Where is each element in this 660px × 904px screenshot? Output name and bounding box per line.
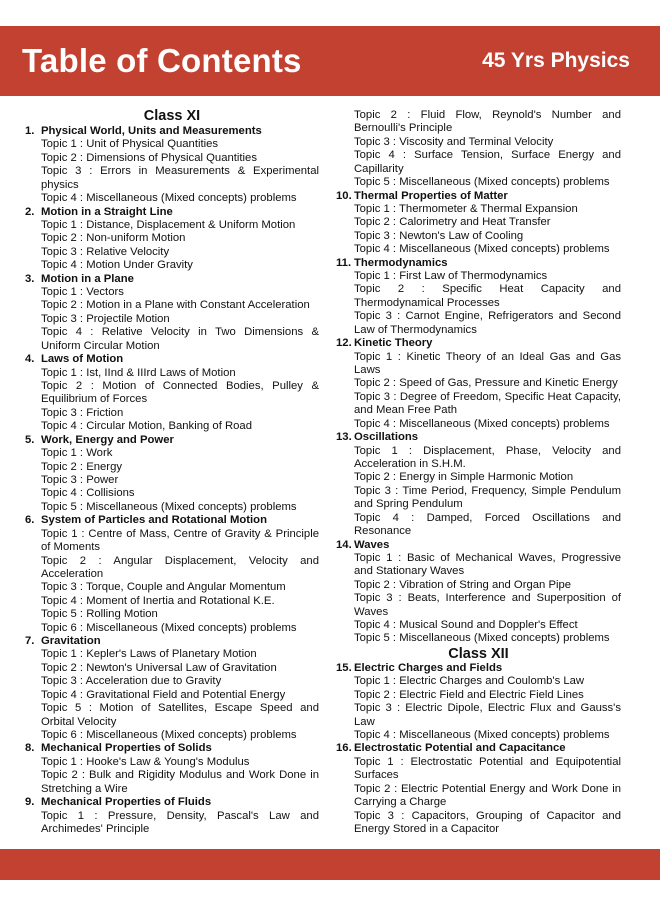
topic-item[interactable]: Topic 2 : Motion in a Plane with Constant Acceleration: [41, 299, 310, 312]
chapter-number: 14.: [336, 538, 352, 551]
book-subtitle: 45 Yrs Physics: [482, 49, 630, 72]
chapter-title-text: Electric Charges and Fields: [354, 661, 503, 674]
chapter-title-text: Work, Energy and Power: [41, 433, 174, 446]
chapter-entry: [25, 353, 319, 434]
topic-item[interactable]: Topic 4 : Miscellaneous (Mixed concepts) problems: [354, 728, 610, 741]
chapter-title-text: Thermodynamics: [354, 256, 448, 269]
topic-item[interactable]: Topic 3 : Newton's Law of Cooling: [354, 229, 524, 242]
chapter-entry: [25, 742, 319, 796]
chapter-title-text: Motion in a Plane: [41, 272, 134, 285]
chapter-title[interactable]: [25, 796, 319, 809]
chapter-title[interactable]: [25, 635, 319, 648]
topic-item[interactable]: Topic 1 : Work: [41, 447, 113, 460]
topic-item[interactable]: Topic 3 : Acceleration due to Gravity: [41, 675, 222, 688]
topic-item[interactable]: Topic 3 : Carnot Engine, Refrigerators and Second Law of Thermodynamics: [354, 310, 621, 336]
chapter-number: 4.: [25, 353, 35, 366]
topic-item[interactable]: Topic 3 : Friction: [41, 406, 124, 419]
chapter-list: [336, 190, 621, 646]
chapter-number: 1.: [25, 125, 35, 137]
topic-item[interactable]: Topic 2 : Energy in Simple Harmonic Motion: [354, 471, 574, 484]
chapter-title[interactable]: [25, 514, 319, 527]
topic-item[interactable]: Topic 5 : Miscellaneous (Mixed concepts) problems: [354, 176, 610, 189]
chapter-title[interactable]: [25, 434, 319, 447]
chapter-title-text: Thermal Properties of Matter: [354, 189, 508, 202]
topic-item[interactable]: Topic 1 : Displacement, Phase, Velocity and Acceleration in S.H.M.: [354, 444, 621, 470]
chapter-title-text: Electrostatic Potential and Capacitance: [354, 742, 566, 755]
continued-topic-list: [336, 109, 621, 190]
chapter-entry: [25, 434, 319, 515]
topic-item[interactable]: Topic 2 : Vibration of String and Organ Pipe: [354, 578, 572, 591]
topic-item[interactable]: Topic 3 : Torque, Couple and Angular Momentum: [41, 581, 286, 594]
chapter-number: 11.: [336, 256, 352, 269]
chapter-title[interactable]: [25, 353, 319, 366]
topic-item[interactable]: Topic 1 : Basic of Mechanical Waves, Progressive and Stationary Waves: [354, 551, 621, 578]
topic-item[interactable]: Topic 1 : Pressure, Density, Pascal's Law and Archimedes' Principle: [41, 809, 319, 835]
chapter-entry: [336, 337, 621, 431]
topic-item[interactable]: Topic 4 : Relative Velocity in Two Dimensions & Uniform Circular Motion: [41, 326, 319, 352]
class-heading-xi: Class XI: [143, 108, 201, 124]
topic-item[interactable]: Topic 3 : Electric Dipole, Electric Flux and Gauss's Law: [354, 702, 621, 728]
topic-item[interactable]: Topic 4 : Gravitational Field and Potential Energy: [41, 688, 286, 701]
topic-item[interactable]: Topic 4 : Surface Tension, Surface Energy and Capillarity: [354, 149, 621, 175]
chapter-title[interactable]: [25, 742, 319, 755]
topic-item[interactable]: Topic 2 : Dimensions of Physical Quantities: [41, 151, 257, 164]
topic-item[interactable]: Topic 2 : Non-uniform Motion: [41, 232, 186, 245]
topic-item[interactable]: Topic 3 : Relative Velocity: [41, 245, 170, 258]
topic-item[interactable]: Topic 4 : Damped, Forced Oscillations and Resonance: [354, 511, 621, 538]
chapter-title-text: Laws of Motion: [41, 353, 124, 366]
topic-item[interactable]: Topic 1 : Centre of Mass, Centre of Gravity & Principle of Moments: [41, 527, 319, 554]
topic-item[interactable]: Topic 2 : Electric Potential Energy and Work Done in Carrying a Charge: [354, 782, 621, 809]
topic-item[interactable]: Topic 1 : Thermometer & Thermal Expansion: [354, 202, 578, 215]
chapter-title-text: Waves: [354, 538, 390, 551]
topic-item[interactable]: Topic 3 : Beats, Interference and Superposition of Waves: [354, 592, 621, 618]
chapter-title[interactable]: [336, 190, 621, 203]
topic-item[interactable]: Topic 4 : Miscellaneous (Mixed concepts) problems: [41, 192, 297, 205]
topic-item[interactable]: Topic 1 : Hooke's Law & Young's Modulus: [41, 755, 250, 768]
chapter-title[interactable]: [25, 273, 319, 286]
chapter-title-text: Kinetic Theory: [354, 337, 433, 350]
chapter-title-text: Mechanical Properties of Solids: [41, 742, 212, 755]
topic-item[interactable]: Topic 4 : Miscellaneous (Mixed concepts) problems: [354, 243, 610, 256]
topic-item[interactable]: Topic 3 : Degree of Freedom, Specific Heat Capacity, and Mean Free Path: [354, 390, 621, 417]
chapter-entry: [25, 125, 319, 206]
topic-item[interactable]: Topic 1 : First Law of Thermodynamics: [354, 270, 548, 283]
topic-item[interactable]: Topic 1 : Kinetic Theory of an Ideal Gas and Gas Laws: [354, 350, 621, 377]
topic-item[interactable]: Topic 5 : Miscellaneous (Mixed concepts) problems: [354, 632, 610, 645]
chapter-title[interactable]: [336, 742, 621, 755]
chapter-entry: [336, 539, 621, 646]
chapter-number: 8.: [25, 742, 35, 755]
chapter-number: 6.: [25, 514, 35, 527]
right-column: [336, 109, 621, 836]
chapter-entry: [336, 742, 621, 836]
topic-item[interactable]: Topic 1 : Unit of Physical Quantities: [41, 138, 219, 151]
chapter-title-text: Mechanical Properties of Fluids: [41, 796, 212, 809]
topic-item[interactable]: Topic 2 : Electric Field and Electric Field Lines: [354, 688, 584, 701]
topic-item[interactable]: Topic 4 : Moment of Inertia and Rotational K.E.: [41, 594, 275, 607]
chapter-number: 5.: [25, 433, 35, 446]
topic-item[interactable]: Topic 4 : Motion Under Gravity: [41, 259, 193, 272]
topic-item[interactable]: Topic 1 : Electric Charges and Coulomb's Law: [354, 675, 585, 688]
topic-item[interactable]: Topic 3 : Errors in Measurements & Experimental physics: [41, 165, 319, 191]
chapter-number: 15.: [336, 661, 352, 674]
chapter-entry: [25, 273, 319, 354]
topic-item[interactable]: Topic 5 : Motion of Satellites, Escape Speed and Orbital Velocity: [41, 702, 319, 728]
topic-item[interactable]: Topic 6 : Miscellaneous (Mixed concepts) problems: [41, 621, 297, 634]
chapter-entry: [336, 431, 621, 538]
topic-item[interactable]: Topic 4 : Musical Sound and Doppler's Effect: [354, 619, 578, 632]
topic-item[interactable]: Topic 2 : Bulk and Rigidity Modulus and Work Done in Stretching a Wire: [41, 769, 319, 795]
chapter-number: 7.: [25, 635, 35, 648]
topic-item[interactable]: Topic 1 : Ist, IInd & IIIrd Laws of Motion: [41, 366, 236, 379]
chapter-title[interactable]: [336, 662, 621, 675]
chapter-title-text: Motion in a Straight Line: [41, 205, 173, 218]
chapter-title[interactable]: [336, 539, 621, 552]
topic-item[interactable]: Topic 2 : Newton's Universal Law of Gravitation: [41, 661, 277, 674]
chapter-number: 9.: [25, 796, 35, 809]
chapter-title[interactable]: [336, 431, 621, 444]
topic-item[interactable]: Topic 2 : Fluid Flow, Reynold's Number and Bernoulli's Principle: [354, 109, 621, 135]
chapter-number: 13.: [336, 431, 352, 444]
left-column: [25, 108, 319, 836]
topic-item[interactable]: Topic 5 : Rolling Motion: [41, 608, 158, 621]
class-heading-xii: Class XII: [448, 645, 509, 662]
topic-item[interactable]: Topic 2 : Specific Heat Capacity and Thermodynamical Processes: [354, 283, 621, 309]
chapter-number: 12.: [336, 337, 352, 350]
footer-band: [0, 849, 660, 880]
topic-item[interactable]: Topic 2 : Motion of Connected Bodies, Pulley & Equilibrium of Forces: [41, 380, 319, 406]
topic-item[interactable]: Topic 6 : Miscellaneous (Mixed concepts) problems: [41, 728, 297, 741]
chapter-number: 2.: [25, 205, 35, 218]
topic-item[interactable]: Topic 2 : Speed of Gas, Pressure and Kinetic Energy: [354, 377, 618, 390]
topic-item[interactable]: Topic 1 : Kepler's Laws of Planetary Motion: [41, 648, 257, 661]
topic-item[interactable]: Topic 2 : Energy: [41, 460, 123, 473]
chapter-title-text: Oscillations: [354, 431, 419, 444]
chapter-entry: [336, 257, 621, 338]
chapter-entry: [25, 796, 319, 836]
chapter-list: [336, 662, 621, 836]
chapter-entry: [336, 662, 621, 743]
topic-item[interactable]: Topic 1 : Electrostatic Potential and Equipotential Surfaces: [354, 755, 621, 782]
topic-item[interactable]: Topic 3 : Projectile Motion: [41, 312, 170, 325]
chapter-title[interactable]: [336, 257, 621, 270]
chapter-entry: [25, 206, 319, 273]
topic-item[interactable]: Topic 3 : Time Period, Frequency, Simple Pendulum and Spring Pendulum: [354, 484, 621, 511]
page-title: Table of Contents: [22, 42, 302, 79]
topic-item[interactable]: Topic 3 : Capacitors, Grouping of Capacitor and Energy Stored in a Capacitor: [354, 809, 621, 835]
header-banner: [0, 26, 660, 96]
chapter-entry: [336, 190, 621, 257]
chapter-title-text: Gravitation: [41, 635, 101, 648]
topic-item[interactable]: Topic 4 : Collisions: [41, 487, 135, 500]
chapter-list: [25, 125, 319, 836]
chapter-entry: [25, 514, 319, 635]
chapter-title-text: System of Particles and Rotational Motion: [41, 514, 267, 527]
topic-item[interactable]: Topic 4 : Circular Motion, Banking of Road: [41, 420, 252, 433]
chapter-entry: [25, 635, 319, 742]
topic-item[interactable]: Topic 1 : Distance, Displacement & Uniform Motion: [41, 218, 296, 231]
chapter-number: 16.: [336, 742, 352, 755]
topic-item[interactable]: Topic 4 : Miscellaneous (Mixed concepts) problems: [354, 417, 610, 430]
topic-item[interactable]: Topic 5 : Miscellaneous (Mixed concepts) problems: [41, 500, 297, 513]
topic-item[interactable]: Topic 1 : Vectors: [41, 286, 124, 299]
chapter-title[interactable]: [336, 337, 621, 350]
topic-item[interactable]: Topic 3 : Viscosity and Terminal Velocity: [354, 135, 554, 148]
chapter-title-text: Physical World, Units and Measurements: [41, 125, 262, 137]
chapter-title[interactable]: [25, 125, 319, 138]
topic-item[interactable]: Topic 2 : Angular Displacement, Velocity and Acceleration: [41, 554, 319, 580]
chapter-number: 10.: [336, 189, 352, 202]
topic-item[interactable]: Topic 3 : Power: [41, 473, 119, 486]
chapter-number: 3.: [25, 272, 35, 285]
topic-item[interactable]: Topic 2 : Calorimetry and Heat Transfer: [354, 216, 551, 229]
chapter-title[interactable]: [25, 206, 319, 219]
